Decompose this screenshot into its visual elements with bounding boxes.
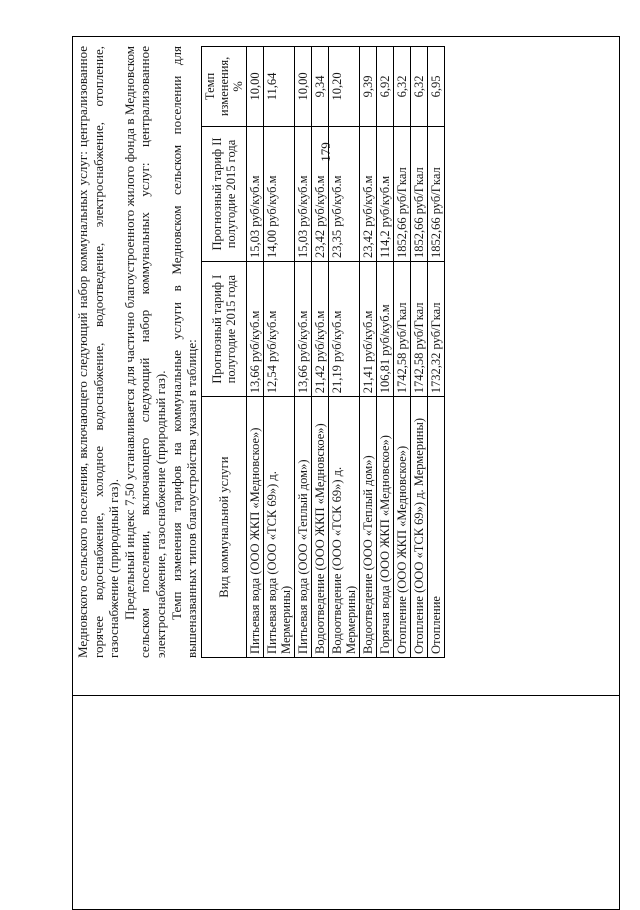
header-change: Темп изменения, % xyxy=(201,47,246,127)
table-row xyxy=(393,47,410,658)
rotated-content xyxy=(75,46,545,658)
table-row xyxy=(376,47,393,658)
cell-service: Питьевая вода (ООО ЖКП «Медновское») xyxy=(246,397,263,658)
cell-tariff1: 1742,58 руб/Гкал xyxy=(410,262,427,397)
cell-tariff2: 15,03 руб/куб.м xyxy=(246,126,263,261)
cell-tariff2: 15,03 руб/куб.м xyxy=(294,126,311,261)
cell-change: 10,00 xyxy=(294,47,311,127)
paragraph-2: Предельный индекс 7,50 устанавливается для частично благоустроенного жилого фонда в Медновском сельском поселении, включающего следующий набор коммунальных услуг: централизованное электроснабжение, газоснабжение (природный газ). xyxy=(121,46,168,658)
cell-tariff2: 1852,66 руб/Гкал xyxy=(427,126,444,261)
table-row xyxy=(410,47,427,658)
cell-tariff2: 114,2 руб/куб.м xyxy=(376,126,393,261)
cell-change: 9,39 xyxy=(359,47,376,127)
cell-change: 11,64 xyxy=(263,47,294,127)
cell-tariff1: 21,19 руб/куб.м xyxy=(328,262,359,397)
cell-service: Водоотведение (ООО ЖКП «Медновское») xyxy=(311,397,328,658)
header-service: Вид коммунальной услуги xyxy=(201,397,246,658)
table-row xyxy=(263,47,294,658)
cell-change: 9,34 xyxy=(311,47,328,127)
cell-tariff2: 1852,66 руб/Гкал xyxy=(410,126,427,261)
frame-divider xyxy=(73,695,619,696)
cell-change: 6,92 xyxy=(376,47,393,127)
cell-change: 10,00 xyxy=(246,47,263,127)
cell-tariff1: 106,81 руб/куб.м xyxy=(376,262,393,397)
cell-tariff2: 23,42 руб/куб.м xyxy=(311,126,328,261)
cell-tariff1: 1732,32 руб/Гкал xyxy=(427,262,444,397)
cell-tariff1: 13,66 руб/куб.м xyxy=(246,262,263,397)
tariff-table xyxy=(201,46,445,658)
cell-service: Горячая вода (ООО ЖКП «Медновское») xyxy=(376,397,393,658)
cell-service: Водоотведение (ООО «ТСК 69») д. Мермерины) xyxy=(328,397,359,658)
cell-tariff2: 1852,66 руб/Гкал xyxy=(393,126,410,261)
cell-service: Отопление xyxy=(427,397,444,658)
paragraph-3: Темп изменения тарифов на коммунальные услуги в Медновском сельском поселении для вышеназванных типов благоустройства указан в таблице: xyxy=(168,46,200,658)
cell-change: 6,95 xyxy=(427,47,444,127)
cell-service: Отопление (ООО ЖКП «Медновское») xyxy=(393,397,410,658)
cell-tariff1: 1742,58 руб/Гкал xyxy=(393,262,410,397)
table-row xyxy=(359,47,376,658)
cell-tariff1: 21,42 руб/куб.м xyxy=(311,262,328,397)
header-tariff-h1: Прогнозный тариф I полугодие 2015 года xyxy=(201,262,246,397)
cell-service: Питьевая вода (ООО «Теплый дом») xyxy=(294,397,311,658)
table-header-row xyxy=(201,47,246,658)
cell-tariff1: 12,54 руб/куб.м xyxy=(263,262,294,397)
header-tariff-h2: Прогнозный тариф II полугодие 2015 года xyxy=(201,126,246,261)
cell-change: 10,20 xyxy=(328,47,359,127)
cell-tariff2: 23,42 руб/куб.м xyxy=(359,126,376,261)
table-row xyxy=(328,47,359,658)
table-row xyxy=(294,47,311,658)
cell-tariff1: 13,66 руб/куб.м xyxy=(294,262,311,397)
cell-service: Отопление (ООО «ТСК 69») д. Мермерины) xyxy=(410,397,427,658)
table-row xyxy=(311,47,328,658)
cell-tariff1: 21,41 руб/куб.м xyxy=(359,262,376,397)
paragraph-1: Медновского сельского поселения, включающего следующий набор коммунальных услуг: централизованное горячее водоснабжение, холодное водоснабжение, водоотведение, электроснабжение, отопление, газоснабжение (природный газ). xyxy=(75,46,122,658)
cell-change: 6,32 xyxy=(410,47,427,127)
cell-tariff2: 23,35 руб/куб.м xyxy=(328,126,359,261)
cell-service: Водоотведение (ООО «Теплый дом») xyxy=(359,397,376,658)
table-row xyxy=(427,47,444,658)
cell-change: 6,32 xyxy=(393,47,410,127)
table-row xyxy=(246,47,263,658)
page-number: 179 xyxy=(318,142,333,162)
cell-tariff2: 14,00 руб/куб.м xyxy=(263,126,294,261)
cell-service: Питьевая вода (ООО «ТСК 69») д. Мермерины) xyxy=(263,397,294,658)
